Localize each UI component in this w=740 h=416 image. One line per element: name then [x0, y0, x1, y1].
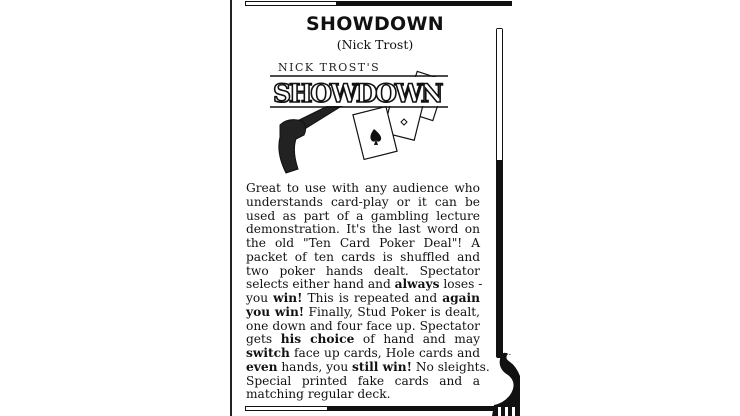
emphasis-text: win! [273, 291, 303, 305]
text-segment: matching regular deck. [246, 387, 391, 402]
description-line [246, 182, 480, 196]
text-segment: used as part of a gambling lecture [246, 208, 480, 223]
text-segment: Finally, Stud Poker is dealt, [304, 304, 480, 319]
text-segment: Great to use with any audience who [246, 181, 480, 195]
description-line [246, 388, 480, 402]
description-line [246, 265, 480, 279]
description-line [246, 277, 483, 292]
text-segment: loses - [439, 277, 483, 292]
text-segment: This is repeated and [302, 291, 443, 305]
text-segment: two poker hands dealt. Spectator [246, 263, 480, 278]
logo-main-text: SHOWDOWN [273, 79, 445, 108]
text-segment: the old "Ten Card Poker Deal"! A [246, 236, 480, 250]
description-line [246, 196, 480, 210]
description-line [246, 237, 480, 251]
description-line [246, 210, 480, 224]
description-line [246, 347, 480, 361]
text-segment: hands, you [277, 359, 353, 374]
description-line [246, 375, 480, 389]
description-line [246, 223, 480, 237]
text-segment: No sleights. [412, 359, 490, 374]
emphasis-text: you win! [246, 304, 305, 319]
emphasis-text: switch [246, 346, 290, 360]
text-segment: you [246, 291, 274, 305]
description-line [246, 306, 480, 320]
emphasis-text: even [246, 359, 278, 374]
text-segment: one down and four face up. Spectator [246, 318, 480, 333]
description-line [246, 320, 480, 334]
text-segment: packet of ten cards is shuffled and [246, 249, 480, 264]
author-name: (Nick Trost) [336, 37, 414, 52]
description-line [246, 251, 480, 265]
page-title: SHOWDOWN [306, 13, 444, 35]
right-decorative-bar [496, 28, 503, 358]
description-text [246, 181, 490, 402]
page-border-line [230, 0, 232, 416]
corner-ornament-icon [462, 345, 522, 416]
text-segment: selects either hand and [246, 277, 395, 292]
text-segment: of hand and may [354, 332, 480, 347]
text-segment: face up cards, Hole cards and [289, 346, 480, 360]
emphasis-text: his choice [280, 332, 355, 347]
top-decorative-bar [245, 1, 512, 6]
text-segment: understands card-play or it can be [246, 194, 480, 209]
text-segment: gets [246, 332, 281, 347]
emphasis-text: always [394, 277, 440, 292]
text-segment: demonstration. It's the last word on [246, 222, 480, 237]
description-line [246, 292, 480, 306]
description-line [246, 333, 480, 347]
emphasis-text: again [442, 291, 480, 305]
text-segment: Special printed fake cards and a [246, 373, 480, 388]
description-line [246, 359, 490, 375]
logo-top-text: NICK TROST'S [278, 61, 381, 74]
showdown-logo [270, 55, 455, 177]
emphasis-text: still win! [352, 359, 413, 374]
